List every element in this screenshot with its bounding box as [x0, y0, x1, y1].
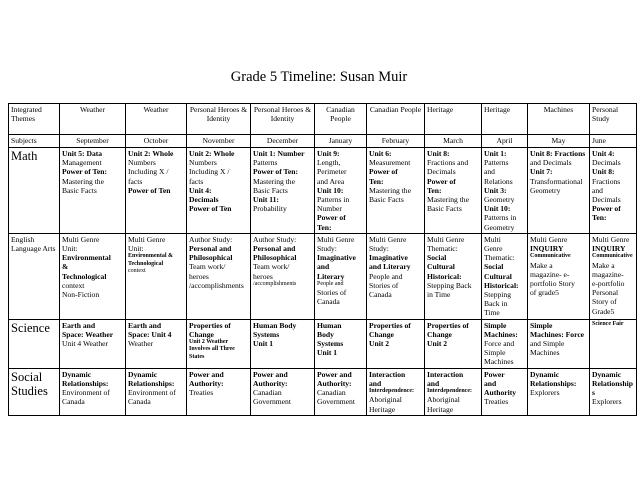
cell-line: heroes [253, 271, 273, 281]
month-header: November [187, 135, 251, 148]
timeline-cell [126, 148, 187, 234]
theme-cell: Personal Heroes & Identity [251, 104, 315, 135]
cell-line: Geometry [530, 185, 561, 195]
timeline-cell [126, 233, 187, 319]
cell-line: Thematic: [427, 244, 458, 254]
timeline-cell [60, 368, 126, 415]
cell-line: Environmental & [128, 253, 174, 260]
cell-line: Unit: [62, 244, 78, 254]
cell-line: Properties of [189, 320, 231, 330]
cell-line: Properties of [369, 320, 411, 330]
cell-line: Management [62, 158, 102, 168]
cell-line: Power and [189, 369, 224, 379]
timeline-cell [425, 148, 482, 234]
cell-line: Interdependence: [369, 388, 414, 395]
cell-line: Aboriginal [427, 395, 460, 405]
cell-line: Canada [317, 297, 340, 307]
cell-line: magazine- [592, 269, 624, 279]
cell-line: Unit 2 [369, 339, 390, 349]
theme-cell: Canadian People [315, 104, 367, 135]
cell-line: Technological [128, 260, 164, 267]
cell-line: Team work/ [189, 262, 226, 272]
cell-line: Change [369, 329, 394, 339]
cell-line: Mastering the [369, 185, 411, 195]
cell-line: Stories of [369, 280, 399, 290]
cell-line: INQUIRY [592, 244, 626, 254]
cell-line: Machines [484, 357, 514, 367]
theme-cell: Heritage [482, 104, 528, 135]
cell-line: Personal and [253, 244, 296, 254]
cell-line: Study: [317, 244, 337, 254]
cell-line: Personal [592, 288, 619, 298]
cell-line: Numbers [128, 158, 156, 168]
cell-line: Power of [317, 213, 346, 223]
cell-line: Space: Weather [62, 329, 114, 339]
timeline-table [8, 103, 637, 416]
cell-line: Canada [128, 397, 151, 407]
cell-line: Unit 2 [427, 339, 448, 349]
cell-line: Cultural [484, 271, 512, 281]
cell-line: Interaction [427, 369, 464, 379]
cell-line: Philosophical [189, 253, 233, 263]
cell-line: Ten: [317, 222, 332, 232]
cell-line: Time [484, 308, 500, 318]
cell-line: Social [427, 253, 447, 263]
cell-line: Unit 1 [317, 348, 338, 358]
cell-line: Aboriginal [369, 395, 402, 405]
cell-line: Philosophical [253, 253, 297, 263]
cell-line: People and [317, 280, 344, 287]
timeline-cell [251, 368, 315, 415]
cell-line: Patterns in [484, 213, 517, 223]
cell-line: Thematic: [484, 253, 515, 263]
cell-line: Multi Genre [530, 234, 568, 244]
cell-line: Author Study: [189, 234, 233, 244]
cell-line: Unit 8: [592, 167, 615, 177]
cell-line: Human Body [253, 320, 297, 330]
cell-line: Unit 1: [484, 149, 507, 158]
cell-line: Explorers [592, 397, 622, 407]
cell-line: Back in [484, 299, 508, 309]
cell-line: Multi Genre [592, 234, 630, 244]
cell-line: Treaties [189, 388, 214, 398]
cell-line: Patterns [253, 158, 278, 168]
theme-cell: Machines [528, 104, 590, 135]
timeline-cell [482, 368, 528, 415]
theme-cell: Weather [126, 104, 187, 135]
cell-line: Properties of [427, 320, 469, 330]
cell-line: Weather [128, 339, 154, 349]
cell-line: Relationships: [128, 378, 175, 388]
cell-line: Unit 5: Data [62, 149, 103, 158]
subject-label: English Language Arts [9, 233, 60, 319]
cell-line: Unit 7: [530, 167, 553, 177]
cell-line: Heritage [369, 404, 396, 414]
cell-line: Number [317, 204, 342, 214]
cell-line: facts [128, 176, 143, 186]
cell-line: Unit 9: [317, 149, 340, 158]
science-row [9, 319, 637, 368]
cell-line: and [592, 185, 603, 195]
cell-line: Interdependence: [427, 388, 472, 395]
cell-line: heroes [189, 271, 209, 281]
cell-line: Basic Facts [62, 185, 97, 195]
cell-line: Decimals [189, 195, 219, 205]
timeline-cell [315, 233, 367, 319]
cell-line: Unit 2: Whole [189, 149, 235, 158]
month-header: January [315, 135, 367, 148]
cell-line: Unit 3: [484, 185, 507, 195]
cell-line: Simple [530, 320, 553, 330]
timeline-cell [187, 233, 251, 319]
timeline-cell [425, 368, 482, 415]
cell-line: Unit: [128, 244, 144, 254]
month-header: May [528, 135, 590, 148]
theme-cell: Personal Study [590, 104, 637, 135]
cell-line: Ten: [592, 213, 607, 223]
themes-row [9, 104, 637, 135]
cell-line: Power of Ten: [253, 167, 298, 177]
cell-line: Multi Genre [427, 234, 465, 244]
cell-line: Human [317, 320, 342, 330]
cell-line: Multi Genre [62, 234, 100, 244]
cell-line: Mastering the [427, 195, 469, 205]
timeline-cell [590, 233, 637, 319]
cell-line: Multi Genre [128, 234, 166, 244]
cell-line: Power of Ten [128, 185, 171, 195]
cell-line: Authority: [253, 378, 288, 388]
cell-line: Systems [253, 329, 280, 339]
subject-label: Math [9, 148, 60, 234]
cell-line: Ten: [427, 185, 442, 195]
timeline-cell [126, 368, 187, 415]
timeline-cell [251, 233, 315, 319]
timeline-cell [60, 148, 126, 234]
cell-line: Basic Facts [427, 204, 462, 214]
cell-line: magazine- e- [530, 269, 570, 279]
theme-cell: Personal Heroes & Identity [187, 104, 251, 135]
cell-line: Earth and [128, 320, 162, 330]
cell-line: Make a [592, 260, 615, 270]
cell-line: Government [317, 397, 355, 407]
cell-line: of grade5 [530, 288, 559, 298]
timeline-cell [315, 319, 367, 368]
theme-cell: Weather [60, 104, 126, 135]
cell-line: portfolio Story [530, 279, 575, 289]
cell-line: Simple [484, 348, 506, 358]
timeline-cell [367, 368, 425, 415]
cell-line: and [484, 378, 497, 388]
cell-line: Machines [530, 348, 560, 358]
cell-line: Machines: Force [530, 329, 585, 339]
cell-line: Unit 8: Fractions [530, 149, 586, 158]
cell-line: Team work/ [253, 262, 290, 272]
cell-line: People and [369, 271, 403, 281]
subject-label: Social Studies [9, 368, 60, 415]
cell-line: Decimals [592, 195, 621, 205]
cell-line: Environment of [62, 388, 110, 398]
cell-line: Simple [484, 320, 507, 330]
cell-line: Perimeter [317, 167, 347, 177]
cell-line: Stepping Back [427, 280, 472, 290]
ela-row [9, 233, 637, 319]
timeline-cell [187, 319, 251, 368]
cell-line: Probability [253, 204, 287, 214]
cell-line: Mastering the [253, 176, 295, 186]
cell-line: Author Study: [253, 234, 297, 244]
month-header: February [367, 135, 425, 148]
cell-line: & [62, 262, 69, 272]
cell-line: Unit 8: [427, 149, 450, 158]
months-row-label: Subjects [9, 135, 60, 148]
cell-line: Unit 10: [317, 185, 344, 195]
cell-line: context [128, 268, 146, 275]
cell-line: Power and [253, 369, 288, 379]
cell-line: Relationships: [62, 378, 109, 388]
timeline-cell [251, 319, 315, 368]
cell-line: Geometry [484, 222, 515, 232]
cell-line: Authority: [317, 378, 352, 388]
cell-line: Government [253, 397, 291, 407]
cell-line: Involves all Three [189, 346, 235, 353]
timeline-cell [315, 368, 367, 415]
cell-line: Historical: [484, 280, 519, 290]
cell-line: Decimals [592, 158, 621, 168]
cell-line: Technological [62, 271, 107, 281]
cell-line: and [427, 378, 440, 388]
cell-line: Fractions [592, 176, 621, 186]
cell-line: Change [427, 329, 452, 339]
cell-line: Unit 6: [369, 149, 392, 158]
cell-line: Multi Genre [317, 234, 355, 244]
cell-line: and Simple [530, 339, 565, 349]
cell-line: Change [189, 329, 214, 339]
timeline-cell [528, 368, 590, 415]
cell-line: Dynamic [592, 369, 622, 379]
cell-line: Force and [484, 339, 515, 349]
cell-line: Unit 11: [253, 195, 279, 205]
theme-cell: Heritage [425, 104, 482, 135]
timeline-cell [126, 319, 187, 368]
cell-line: e-portfolio [592, 279, 625, 289]
cell-line: Authority: [189, 378, 224, 388]
timeline-cell [367, 148, 425, 234]
cell-line: Stories of [317, 288, 347, 298]
cell-line: Measurement [369, 158, 411, 168]
cell-line: Basic Facts [253, 185, 288, 195]
cell-line: Earth and [62, 320, 96, 330]
cell-line: Patterns in [317, 195, 350, 205]
cell-line: Power of [427, 176, 456, 186]
cell-line: Unit 4 Weather [62, 339, 109, 349]
cell-line: Power [484, 369, 505, 379]
cell-line: INQUIRY [530, 244, 564, 254]
cell-line: Unit 1: Number [253, 149, 305, 158]
timeline-cell [528, 148, 590, 234]
timeline-cell [60, 319, 126, 368]
cell-line: Power of [592, 204, 621, 214]
cell-line: in Time [427, 290, 451, 300]
cell-line: Power of [369, 167, 398, 177]
cell-line: Canadian [317, 388, 346, 398]
cell-line: Personal and [189, 244, 232, 254]
cell-line: Environment of [128, 388, 176, 398]
cell-line: Study: [369, 244, 389, 254]
timeline-cell [590, 319, 637, 368]
timeline-cell [187, 148, 251, 234]
cell-line: States [189, 353, 205, 360]
cell-line: Unit 1 [253, 339, 274, 349]
timeline-cell [425, 319, 482, 368]
cell-line: Including X / [128, 167, 169, 177]
cell-line: Power and [317, 369, 352, 379]
cell-line: Heritage [427, 404, 454, 414]
timeline-cell [590, 368, 637, 415]
cell-line: Canada [369, 290, 392, 300]
cell-line: Dynamic [530, 369, 560, 379]
cell-line: Space: Unit 4 [128, 329, 172, 339]
cell-line: Transformational [530, 176, 583, 186]
cell-line: Power of Ten [189, 204, 232, 214]
timeline-cell [367, 233, 425, 319]
subject-label: Science [9, 319, 60, 368]
cell-line: Interaction [369, 369, 406, 379]
cell-line: Stepping [484, 290, 512, 300]
cell-line: and Literary [369, 262, 411, 272]
month-header: October [126, 135, 187, 148]
themes-row-label: Integrated Themes [9, 104, 60, 135]
cell-line: Mastering the [62, 176, 104, 186]
cell-line: Canada [62, 397, 85, 407]
timeline-cell [528, 319, 590, 368]
month-header: September [60, 135, 126, 148]
timeline-cell [187, 368, 251, 415]
cell-line: Unit 10: [484, 204, 511, 214]
cell-line: Explorers [530, 388, 560, 398]
theme-cell: Canadian People [367, 104, 425, 135]
cell-line: Relations [484, 176, 513, 186]
timeline-cell [251, 148, 315, 234]
timeline-cell [367, 319, 425, 368]
timeline-cell [482, 233, 528, 319]
cell-line: Imaginative [317, 253, 356, 263]
cell-line: Systems [317, 339, 344, 349]
cell-line: Communicative [592, 253, 633, 260]
cell-line: Decimals [427, 167, 456, 177]
cell-line: /accomplishments [253, 280, 297, 287]
cell-line: Relationships: [530, 378, 577, 388]
cell-line: Treaties [484, 397, 509, 407]
cell-line: Multi Genre [369, 234, 407, 244]
cell-line: Numbers [189, 158, 217, 168]
cell-line: Literary [317, 271, 345, 281]
cell-line: Unit 4: [592, 149, 615, 158]
timeline-cell [528, 233, 590, 319]
cell-line: Social [484, 262, 504, 272]
cell-line: Dynamic [128, 369, 158, 379]
timeline-cell [60, 233, 126, 319]
cell-line: context [62, 280, 85, 290]
cell-line: Ten: [369, 176, 384, 186]
cell-line: Machines: [484, 329, 518, 339]
month-header: April [482, 135, 528, 148]
cell-line: Cultural [427, 262, 455, 272]
cell-line: and [484, 167, 495, 177]
cell-line: and Decimals [530, 158, 572, 168]
cell-line: Imaginative [369, 253, 408, 263]
cell-line: Patterns [484, 158, 509, 168]
month-header: March [425, 135, 482, 148]
cell-line: Geometry [484, 195, 515, 205]
cell-line: and [317, 262, 330, 272]
cell-line: Genre [484, 244, 503, 254]
cell-line: Relationships [592, 378, 633, 398]
timeline-cell [425, 233, 482, 319]
social-studies-row [9, 368, 637, 415]
cell-line: Including X / [189, 167, 230, 177]
cell-line: Unit 2 Weather [189, 339, 229, 346]
timeline-cell [482, 148, 528, 234]
cell-line: Dynamic [62, 369, 92, 379]
cell-line: Grade5 [592, 306, 615, 316]
month-header: June [590, 135, 637, 148]
cell-line: Environmental [62, 253, 111, 263]
cell-line: facts [189, 176, 204, 186]
cell-line: Non-Fiction [62, 290, 100, 300]
cell-line: Power of Ten: [62, 167, 107, 177]
cell-line: Story of [592, 297, 617, 307]
cell-line: Length, [317, 158, 341, 168]
cell-line: Make a [530, 260, 553, 270]
month-header: December [251, 135, 315, 148]
cell-line: Historical: [427, 271, 462, 281]
cell-line: Unit 4: [189, 185, 212, 195]
months-row [9, 135, 637, 148]
cell-line: Multi [484, 234, 501, 244]
cell-line: Science Fair [592, 320, 624, 327]
cell-line: Authority [484, 388, 517, 398]
page-title: Grade 5 Timeline: Susan Muir [230, 69, 408, 85]
cell-line: /accomplishments [189, 280, 244, 290]
cell-line: Unit 2: Whole [128, 149, 174, 158]
cell-line: Fractions and [427, 158, 469, 168]
cell-line: and Area [317, 176, 345, 186]
cell-line: Communicative [530, 253, 571, 260]
timeline-cell [315, 148, 367, 234]
math-row [9, 148, 637, 234]
timeline-cell [590, 148, 637, 234]
cell-line: and [369, 378, 382, 388]
cell-line: Basic Facts [369, 195, 404, 205]
timeline-cell [482, 319, 528, 368]
cell-line: Body [317, 329, 334, 339]
cell-line: Canadian [253, 388, 282, 398]
